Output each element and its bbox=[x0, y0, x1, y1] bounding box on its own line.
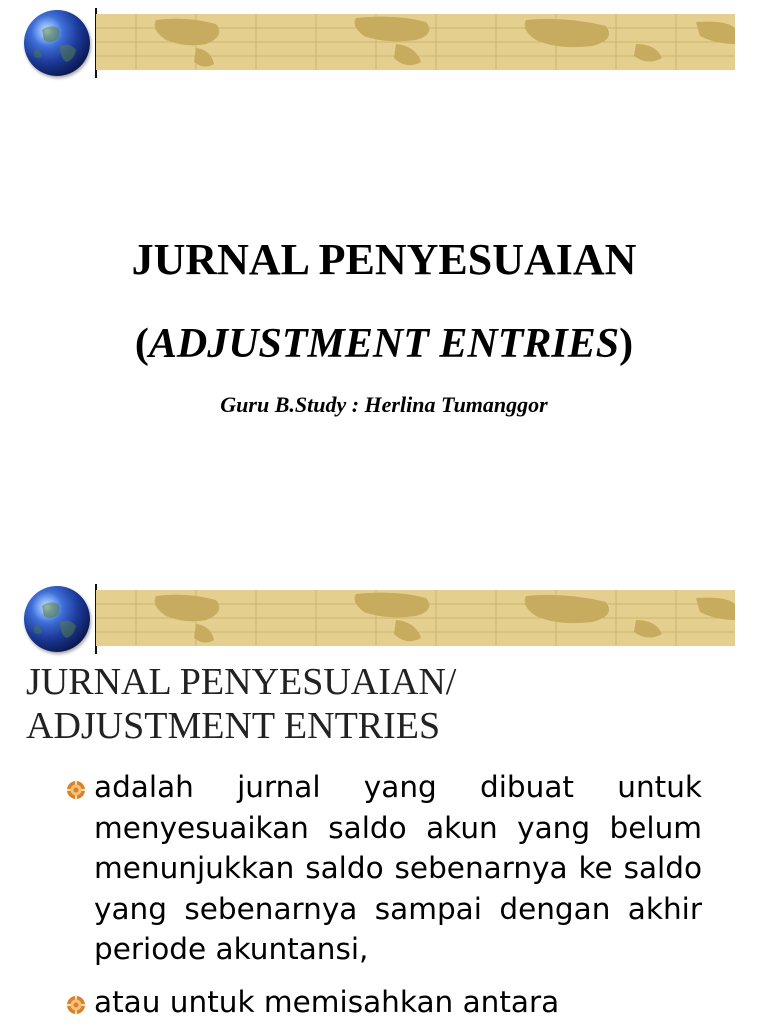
world-map-banner bbox=[96, 14, 735, 70]
slide-2 bbox=[0, 576, 768, 1024]
slide-title-line-2: ADJUSTMENT ENTRIES bbox=[26, 705, 441, 747]
globe-icon bbox=[24, 10, 90, 76]
bullet-item bbox=[66, 982, 702, 1023]
open-paren: ( bbox=[134, 321, 149, 367]
author-subtitle: Guru B.Study : Herlina Tumanggor bbox=[220, 392, 548, 417]
gear-bullet-icon bbox=[66, 780, 86, 800]
bullet-list bbox=[66, 767, 702, 1024]
english-title-text: ADJUSTMENT ENTRIES bbox=[148, 321, 620, 367]
bullet-item bbox=[66, 767, 702, 970]
slide-title-line-1: JURNAL PENYESUAIAN/ bbox=[26, 661, 457, 703]
slide-title bbox=[26, 660, 456, 748]
gear-bullet-icon bbox=[66, 995, 86, 1015]
globe-icon bbox=[24, 586, 90, 652]
slide-title: JURNAL PENYESUAIAN bbox=[131, 235, 637, 284]
bullet-text: atau untuk memisahkan antara bbox=[94, 984, 560, 1019]
bullet-text: adalah jurnal yang dibuat untuk menyesuaikan saldo akun yang belum menunjukkan saldo sebenarnya ke saldo yang sebenarnya sampai dengan akhir periode akuntansi, bbox=[94, 770, 702, 966]
world-map-banner bbox=[96, 590, 735, 646]
close-paren: ) bbox=[619, 321, 634, 367]
slide-title-english bbox=[0, 320, 768, 368]
